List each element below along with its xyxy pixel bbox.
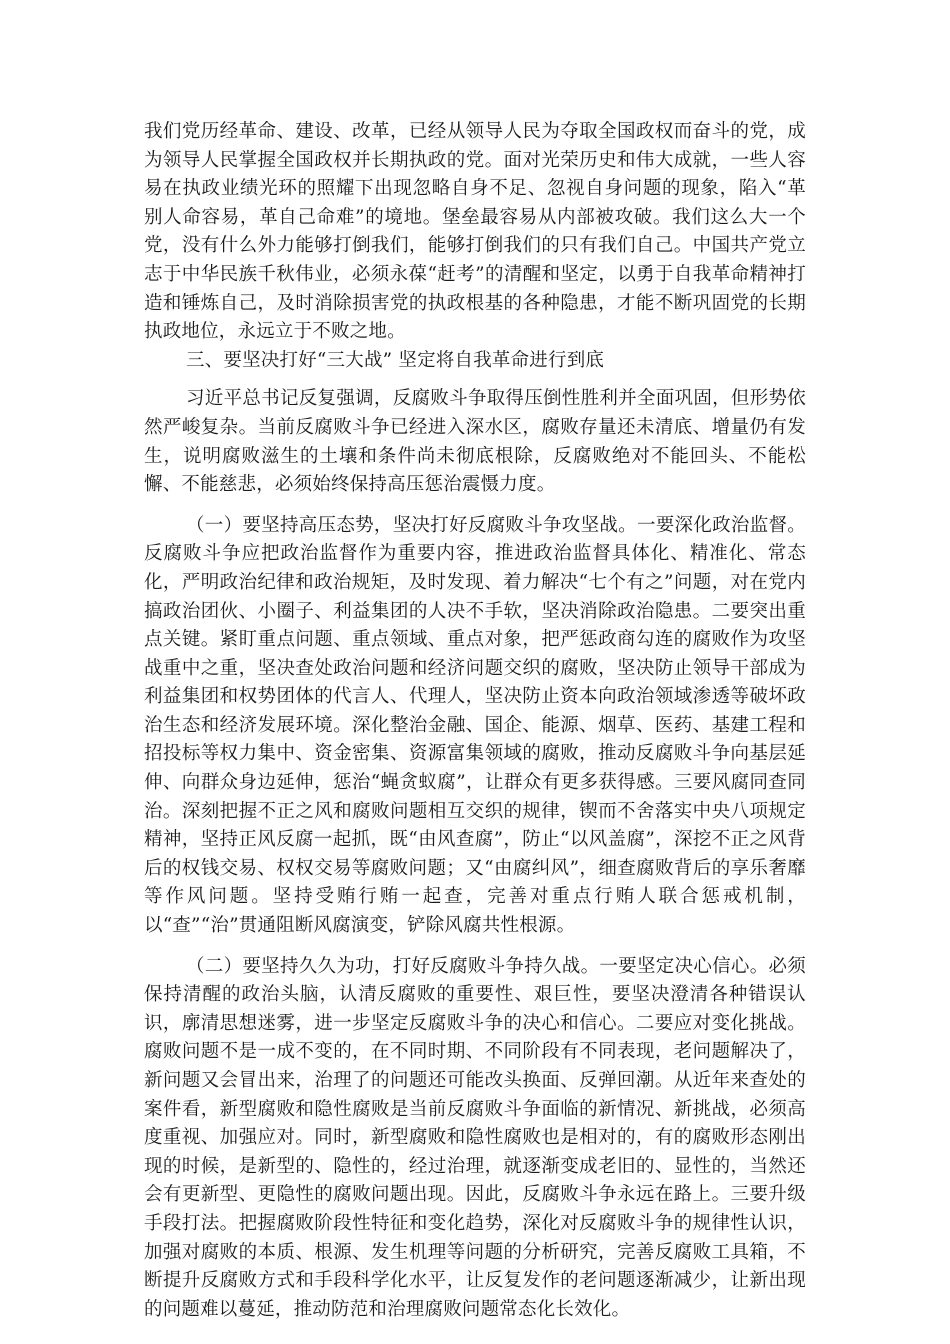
body-paragraph: 我们党历经革命、建设、改革，已经从领导人民为夺取全国政权而奋斗的党，成为领导人民掌握全国政权并长期执政的党。面对光荣历史和伟大成就，一些人容易在执政业绩光环的照耀下出现忽略自身不足、忽视自身问题的现象，陷入“革别人命容易，革自己命难”的境地。堡垒最容易从内部被攻破。我们这么大一个党，没有什么外力能够打倒我们，能够打倒我们的只有我们自己。中国共产党立志于中华民族千秋伟业，必须永葆“赶考”的清醒和坚定，以勇于自我革命精神打造和锤炼自己，及时消除损害党的执政根基的各种隐患，才能不断巩固党的长期执政地位，永远立于不败之地。 bbox=[144, 121, 806, 343]
document-page bbox=[144, 118, 806, 1324]
section-heading: 三、要坚决打好“三大战” 坚定将自我革命进行到底 bbox=[186, 349, 605, 371]
body-paragraph: （二）要坚持久久为功，打好反腐败斗争持久战。一要坚定决心信心。必须保持清醒的政治头脑，认清反腐败的重要性、艰巨性，要坚决澄清各种错误认识，廓清思想迷雾，进一步坚定反腐败斗争的决心和信心。二要应对变化挑战。腐败问题不是一成不变的，在不同时期、不同阶段有不同表现，老问题解决了，新问题又会冒出来，治理了的问题还可能改头换面、反弹回潮。从近年来查处的案件看，新型腐败和隐性腐败是当前反腐败斗争面临的新情况、新挑战，必须高度重视、加强应对。同时，新型腐败和隐性腐败也是相对的，有的腐败形态刚出现的时候，是新型的、隐性的，经过治理，就逐渐变成老旧的、显性的，当然还会有更新型、更隐性的腐败问题出现。因此，反腐败斗争永远在路上。三要升级手段打法。把握腐败阶段性特征和变化趋势，深化对反腐败斗争的规律性认识，加强对腐败的本质、根源、发生机理等问题的分析研究，完善反腐败工具箱，不断提升反腐败方式和手段科学化水平，让反复发作的老问题逐渐减少，让新出现的问题难以蔓延，推动防范和治理腐败问题常态化长效化。 bbox=[144, 955, 806, 1320]
body-paragraph: （一）要坚持高压态势，坚决打好反腐败斗争攻坚战。一要深化政治监督。反腐败斗争应把政治监督作为重要内容，推进政治监督具体化、精准化、常态化，严明政治纪律和政治规矩，及时发现、着力解决“七个有之”问题，对在党内搞政治团伙、小圈子、利益集团的人决不手软，坚决消除政治隐患。二要突出重点关键。紧盯重点问题、重点领域、重点对象，把严惩政商勾连的腐败作为攻坚战重中之重，坚决查处政治问题和经济问题交织的腐败，坚决防止领导干部成为利益集团和权势团体的代言人、代理人，坚决防止资本向政治领域渗透等破坏政治生态和经济发展环境。深化整治金融、国企、能源、烟草、医药、基建工程和招投标等权力集中、资金密集、资源富集领域的腐败，推动反腐败斗争向基层延伸、向群众身边延伸，惩治“蝇贪蚁腐”，让群众有更多获得感。三要风腐同查同治。深刻把握不正之风和腐败问题相互交织的规律，锲而不舍落实中央八项规定精神，坚持正风反腐一起抓，既“由风查腐”，防止“以风盖腐”，深挖不正之风背后的权钱交易、权权交易等腐败问题；又“由腐纠风”，细查腐败背后的享乐奢靡等作风问题。坚持受贿行贿一起查，完善对重点行贿人联合惩戒机制，以“查”“治”贯通阻断风腐演变，铲除风腐共性根源。 bbox=[144, 514, 806, 937]
body-paragraph: 习近平总书记反复强调，反腐败斗争取得压倒性胜利并全面巩固，但形势依然严峻复杂。当前反腐败斗争已经进入深水区，腐败存量还未清底、增量仍有发生，说明腐败滋生的土壤和条件尚未彻底根除，反腐败绝对不能回头、不能松懈、不能慈悲，必须始终保持高压惩治震慑力度。 bbox=[144, 388, 806, 496]
